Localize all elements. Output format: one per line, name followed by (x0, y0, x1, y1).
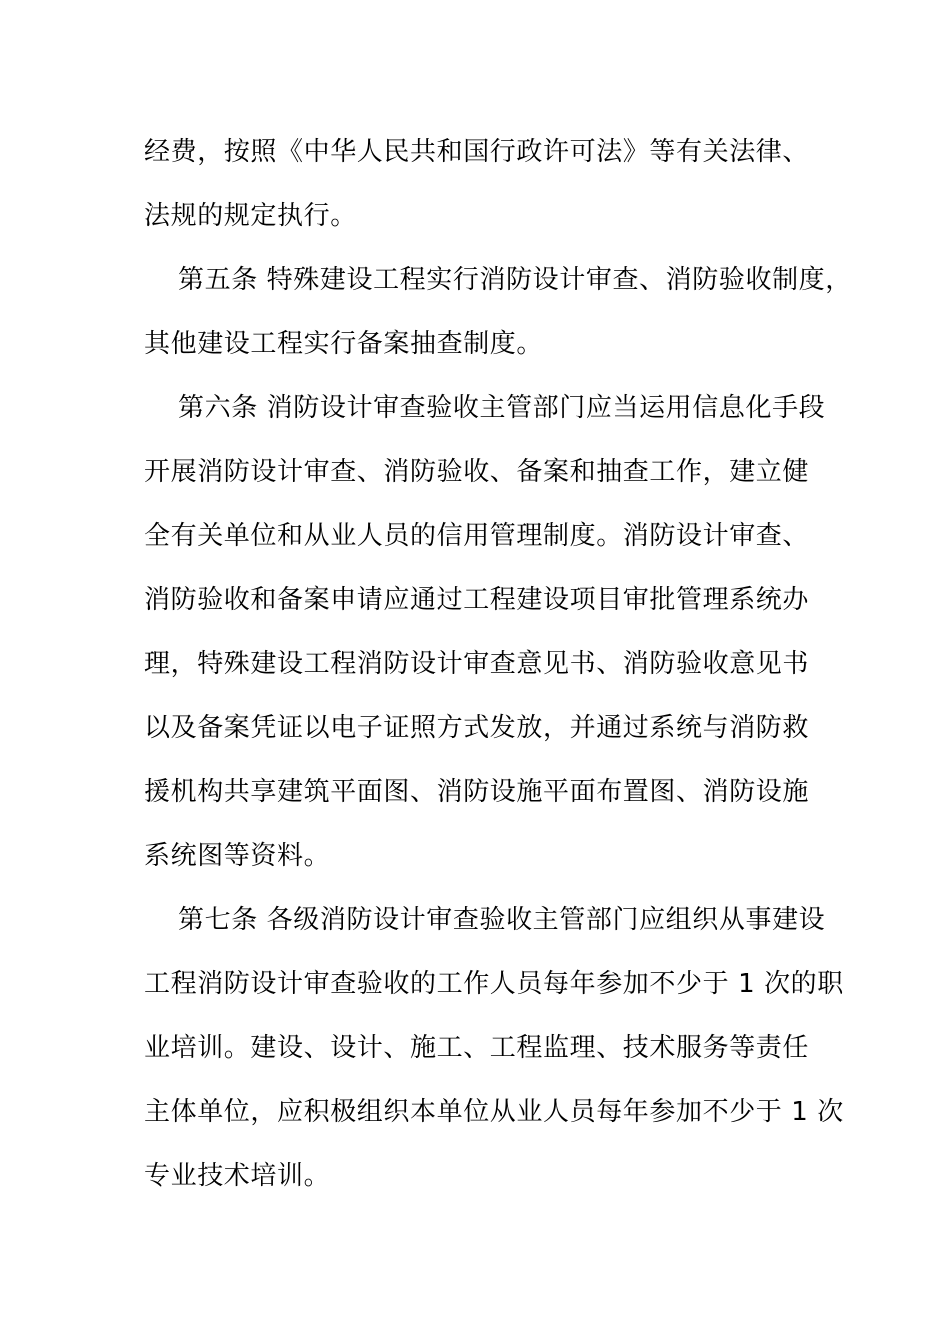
text-line: 消防验收和备案申请应通过工程建设项目审批管理系统办 (144, 585, 810, 615)
text-line: 专业技术培训。 (144, 1161, 331, 1191)
text-line: 以及备案凭证以电子证照方式发放，并通过系统与消防救 (144, 713, 810, 743)
text-line: 理，特殊建设工程消防设计审查意见书、消防验收意见书 (144, 649, 810, 679)
text-line: 援机构共享建筑平面图、消防设施平面布置图、消防设施 (144, 777, 810, 807)
text-line: 经费，按照《中华人民共和国行政许可法》等有关法律、 (144, 137, 810, 167)
text-line: 开展消防设计审查、消防验收、备案和抽查工作，建立健 (144, 457, 810, 487)
text-line: 工程消防设计审查验收的工作人员每年参加不少于 1 次的职 (144, 969, 844, 999)
text-line: 系统图等资料。 (144, 841, 331, 871)
text-line: 全有关单位和从业人员的信用管理制度。消防设计审查、 (144, 521, 810, 551)
text-line: 主体单位，应积极组织本单位从业人员每年参加不少于 1 次 (144, 1097, 844, 1127)
article-5-heading-line: 第五条 特殊建设工程实行消防设计审查、消防验收制度， (178, 265, 852, 295)
text-line: 业培训。建设、设计、施工、工程监理、技术服务等责任 (144, 1033, 810, 1063)
text-line: 法规的规定执行。 (144, 201, 357, 231)
article-7-heading-line: 第七条 各级消防设计审查验收主管部门应组织从事建设 (178, 905, 826, 935)
text-line: 其他建设工程实行备案抽查制度。 (144, 329, 544, 359)
article-6-heading-line: 第六条 消防设计审查验收主管部门应当运用信息化手段 (178, 393, 826, 423)
